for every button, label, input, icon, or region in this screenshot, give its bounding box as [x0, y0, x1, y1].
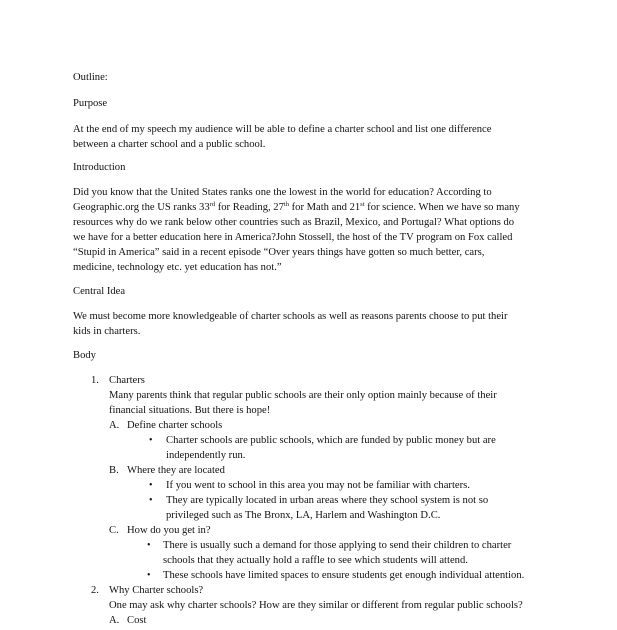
list-number: 2. — [91, 585, 99, 596]
bullet-icon: • — [149, 480, 153, 491]
intro-text-segment: Geographic.org the US ranks 33 — [73, 202, 210, 213]
introduction-text-line: resources why do we rank below other countries such as Brazil, Mexico, and Portugal? What options do — [73, 217, 515, 228]
list-item-title: Why Charter schools? — [109, 585, 204, 596]
introduction-text-line: “Stupid in America” said in a recent episode “Over years things have gotten so much better, cars, — [73, 247, 485, 258]
bullet-text-line: Charter schools are public schools, which are funded by public money but are — [166, 435, 496, 446]
list-item-title: Charters — [109, 375, 145, 386]
sub-item-title: Define charter schools — [127, 420, 223, 431]
sub-item-title: Where they are located — [127, 465, 225, 476]
bullet-icon: • — [147, 570, 151, 581]
sub-letter: C. — [109, 525, 119, 536]
introduction-text-line: medicine, technology etc. yet education has not.” — [73, 262, 282, 273]
bullet-text-line: privileged such as The Bronx, LA, Harlem and Washington D.C. — [166, 510, 441, 521]
ordinal-suffix: rd — [209, 201, 216, 208]
purpose-text-line: between a charter school and a public school. — [73, 139, 266, 150]
central-idea-text-line: kids in charters. — [73, 326, 141, 337]
sub-letter: A. — [109, 615, 120, 626]
list-number: 1. — [91, 375, 99, 386]
bullet-text-line: If you went to school in this area you may not be familiar with charters. — [166, 480, 470, 491]
intro-text-segment: for Reading, 27 — [215, 202, 284, 213]
intro-text-segment: for science. When we have so many — [364, 202, 520, 213]
ordinal-suffix: st — [360, 201, 365, 208]
bullet-icon: • — [149, 495, 153, 506]
list-item-text-line: One may ask why charter schools? How are they similar or different from regular public schools? — [109, 600, 523, 611]
bullet-text-line: They are typically located in urban areas where they school system is not so — [166, 495, 489, 506]
list-item-text-line: financial situations. But there is hope! — [109, 405, 271, 416]
body-heading: Body — [73, 350, 96, 361]
bullet-icon: • — [147, 540, 151, 551]
bullet-icon: • — [149, 435, 153, 446]
sub-item-title: How do you get in? — [127, 525, 211, 536]
outline-label: Outline: — [73, 72, 108, 83]
sub-letter: B. — [109, 465, 119, 476]
introduction-heading: Introduction — [73, 162, 126, 173]
bullet-text-line: schools that they actually hold a raffle to see which students will attend. — [163, 555, 468, 566]
ordinal-suffix: th — [283, 201, 289, 208]
purpose-text-line: At the end of my speech my audience will be able to define a charter school and list one difference — [73, 124, 492, 135]
sub-item-title: Cost — [127, 615, 147, 626]
introduction-text-line: we have for a better education here in America?John Stossell, the host of the TV program on Fox called — [73, 232, 513, 243]
introduction-text-line: Did you know that the United States ranks one the lowest in the world for education? According to — [73, 187, 492, 198]
bullet-text-line: independently run. — [166, 450, 246, 461]
intro-text-segment: for Math and 21 — [288, 202, 361, 213]
purpose-heading: Purpose — [73, 98, 108, 109]
list-item-text-line: Many parents think that regular public schools are their only option mainly because of their — [109, 390, 497, 401]
bullet-text-line: These schools have limited spaces to ensure students get enough individual attention. — [163, 570, 525, 581]
bullet-text-line: There is usually such a demand for those applying to send their children to charter — [163, 540, 512, 551]
introduction-text-line — [73, 200, 520, 215]
central-idea-text-line: We must become more knowledgeable of charter schools as well as reasons parents choose to put their — [73, 311, 508, 322]
central-idea-heading: Central Idea — [73, 286, 126, 297]
sub-letter: A. — [109, 420, 120, 431]
